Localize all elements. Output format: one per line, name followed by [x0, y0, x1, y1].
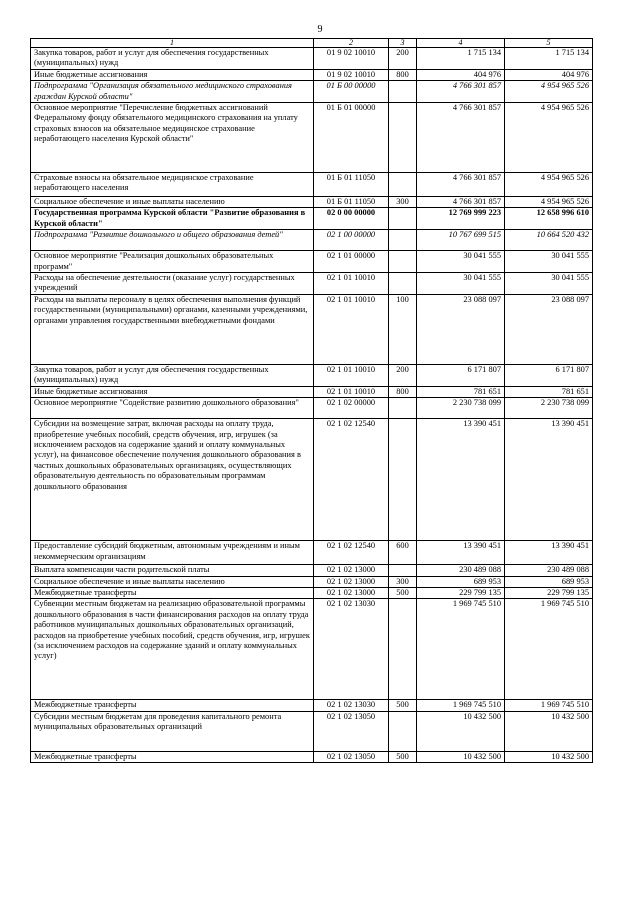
row-expense-type-cell [389, 273, 417, 295]
row-amount-year1-cell: 1 969 745 510 [417, 599, 505, 700]
row-code-cell: 02 1 02 13030 [314, 599, 389, 700]
row-expense-type-cell [389, 251, 417, 273]
row-amount-year2-cell: 12 658 996 610 [505, 208, 593, 230]
row-code-cell: 02 1 01 10010 [314, 386, 389, 397]
table-row [31, 587, 593, 598]
row-amount-year2-cell: 30 041 555 [505, 251, 593, 273]
row-amount-year2-cell: 4 954 965 526 [505, 81, 593, 103]
table-row [31, 541, 593, 565]
row-amount-year2-cell: 689 953 [505, 576, 593, 587]
row-amount-year1-cell: 1 715 134 [417, 48, 505, 70]
row-amount-year2-cell: 230 489 088 [505, 565, 593, 576]
table-row [31, 81, 593, 103]
row-amount-year2-cell: 30 041 555 [505, 273, 593, 295]
table-row [31, 576, 593, 587]
table-row [31, 565, 593, 576]
row-name-cell: Подпрограмма "Развитие дошкольного и общего образования детей" [31, 230, 314, 251]
row-code-cell: 02 1 02 13000 [314, 565, 389, 576]
row-amount-year2-cell: 2 230 738 099 [505, 398, 593, 419]
row-name-cell: Закупка товаров, работ и услуг для обеспечения государственных (муниципальных) нужд [31, 48, 314, 70]
row-code-cell: 02 1 02 13050 [314, 711, 389, 751]
row-code-cell: 01 Б 01 11050 [314, 197, 389, 208]
row-code-cell: 01 9 02 10010 [314, 48, 389, 70]
row-code-cell: 02 1 01 10010 [314, 364, 389, 386]
table-row [31, 251, 593, 273]
table-row [31, 599, 593, 700]
row-amount-year1-cell: 13 390 451 [417, 541, 505, 565]
row-code-cell: 02 1 02 13030 [314, 700, 389, 711]
table-row [31, 208, 593, 230]
row-name-cell: Социальное обеспечение и иные выплаты населению [31, 197, 314, 208]
row-name-cell: Межбюджетные трансферты [31, 751, 314, 762]
table-row [31, 173, 593, 197]
row-code-cell: 02 1 02 13050 [314, 751, 389, 762]
row-amount-year1-cell: 4 766 301 857 [417, 81, 505, 103]
row-amount-year2-cell: 404 976 [505, 69, 593, 80]
row-expense-type-cell [389, 565, 417, 576]
table-row [31, 69, 593, 80]
row-name-cell: Расходы на выплаты персоналу в целях обеспечения выполнения функций государственными (муниципальными) органами, казенными учреждениями, органами управления государственными внебюджетными фондами [31, 294, 314, 364]
table-row [31, 273, 593, 295]
row-amount-year1-cell: 23 088 097 [417, 294, 505, 364]
row-code-cell: 01 Б 01 11050 [314, 173, 389, 197]
row-amount-year1-cell: 229 799 135 [417, 587, 505, 598]
row-amount-year1-cell: 30 041 555 [417, 273, 505, 295]
row-amount-year2-cell: 6 171 807 [505, 364, 593, 386]
row-expense-type-cell: 300 [389, 576, 417, 587]
row-name-cell: Межбюджетные трансферты [31, 587, 314, 598]
row-code-cell: 02 1 02 12540 [314, 419, 389, 541]
row-amount-year1-cell: 1 969 745 510 [417, 700, 505, 711]
row-expense-type-cell: 200 [389, 364, 417, 386]
row-name-cell: Государственная программа Курской области "Развитие образования в Курской области" [31, 208, 314, 230]
row-amount-year2-cell: 10 432 500 [505, 751, 593, 762]
row-expense-type-cell: 500 [389, 587, 417, 598]
table-row [31, 294, 593, 364]
row-name-cell: Основное мероприятие "Содействие развитию дошкольного образования" [31, 398, 314, 419]
table-row [31, 711, 593, 751]
row-name-cell: Выплата компенсации части родительской платы [31, 565, 314, 576]
row-expense-type-cell [389, 173, 417, 197]
table-row [31, 386, 593, 397]
row-amount-year2-cell: 781 651 [505, 386, 593, 397]
row-expense-type-cell [389, 230, 417, 251]
row-amount-year2-cell: 4 954 965 526 [505, 173, 593, 197]
row-amount-year1-cell: 12 769 999 223 [417, 208, 505, 230]
row-name-cell: Субвенции местным бюджетам на реализацию образовательной программы дошкольного образования в части финансирования расходов на оплату труда работников муниципальных дошкольных образовательных организаций, расходов на приобретение учебных пособий, средств обучения, игр, игрушек (за исключением расходов на содержание зданий и оплату коммунальных услуг) [31, 599, 314, 700]
row-name-cell: Страховые взносы на обязательное медицинское страхование неработающего населения [31, 173, 314, 197]
row-name-cell: Основное мероприятие "Реализация дошкольных образовательных программ" [31, 251, 314, 273]
column-number: 4 [417, 39, 505, 48]
row-name-cell: Расходы на обеспечение деятельности (оказание услуг) государственных учреждений [31, 273, 314, 295]
row-amount-year2-cell: 1 969 745 510 [505, 599, 593, 700]
table-row [31, 419, 593, 541]
row-expense-type-cell [389, 103, 417, 173]
table-row [31, 197, 593, 208]
table-row [31, 364, 593, 386]
row-amount-year1-cell: 404 976 [417, 69, 505, 80]
row-name-cell: Предоставление субсидий бюджетным, автономным учреждениям и иным некоммерческим организациям [31, 541, 314, 565]
row-code-cell: 02 1 02 13000 [314, 587, 389, 598]
row-amount-year2-cell: 13 390 451 [505, 541, 593, 565]
row-code-cell: 02 0 00 00000 [314, 208, 389, 230]
row-code-cell: 02 1 01 00000 [314, 251, 389, 273]
column-number: 5 [505, 39, 593, 48]
table-row [31, 230, 593, 251]
row-amount-year2-cell: 4 954 965 526 [505, 103, 593, 173]
row-amount-year2-cell: 10 432 500 [505, 711, 593, 751]
budget-table [30, 38, 593, 763]
row-amount-year1-cell: 781 651 [417, 386, 505, 397]
row-expense-type-cell: 200 [389, 48, 417, 70]
row-expense-type-cell: 800 [389, 69, 417, 80]
table-row [31, 103, 593, 173]
row-amount-year1-cell: 4 766 301 857 [417, 197, 505, 208]
row-code-cell: 02 1 02 00000 [314, 398, 389, 419]
row-code-cell: 02 1 01 10010 [314, 294, 389, 364]
row-amount-year2-cell: 10 664 520 432 [505, 230, 593, 251]
row-amount-year2-cell: 229 799 135 [505, 587, 593, 598]
row-code-cell: 01 Б 01 00000 [314, 103, 389, 173]
row-amount-year1-cell: 13 390 451 [417, 419, 505, 541]
table-row [31, 751, 593, 762]
row-amount-year1-cell: 6 171 807 [417, 364, 505, 386]
row-expense-type-cell: 300 [389, 197, 417, 208]
column-number: 1 [31, 39, 314, 48]
row-amount-year1-cell: 10 767 699 515 [417, 230, 505, 251]
row-amount-year1-cell: 2 230 738 099 [417, 398, 505, 419]
row-name-cell: Межбюджетные трансферты [31, 700, 314, 711]
row-code-cell: 02 1 00 00000 [314, 230, 389, 251]
row-amount-year1-cell: 10 432 500 [417, 711, 505, 751]
column-number: 2 [314, 39, 389, 48]
row-code-cell: 02 1 02 13000 [314, 576, 389, 587]
row-expense-type-cell [389, 419, 417, 541]
row-expense-type-cell: 600 [389, 541, 417, 565]
row-expense-type-cell: 800 [389, 386, 417, 397]
row-expense-type-cell: 100 [389, 294, 417, 364]
row-code-cell: 01 Б 00 00000 [314, 81, 389, 103]
row-amount-year1-cell: 30 041 555 [417, 251, 505, 273]
row-amount-year1-cell: 4 766 301 857 [417, 103, 505, 173]
row-name-cell: Иные бюджетные ассигнования [31, 69, 314, 80]
row-expense-type-cell [389, 711, 417, 751]
row-amount-year2-cell: 1 715 134 [505, 48, 593, 70]
row-expense-type-cell: 500 [389, 700, 417, 711]
row-expense-type-cell [389, 81, 417, 103]
row-name-cell: Иные бюджетные ассигнования [31, 386, 314, 397]
column-number: 3 [389, 39, 417, 48]
row-name-cell: Субсидии местным бюджетам для проведения капитального ремонта муниципальных образовательных организаций [31, 711, 314, 751]
row-code-cell: 02 1 02 12540 [314, 541, 389, 565]
row-code-cell: 02 1 01 10010 [314, 273, 389, 295]
table-row [31, 700, 593, 711]
column-number-row [31, 39, 593, 48]
row-amount-year1-cell: 10 432 500 [417, 751, 505, 762]
row-amount-year2-cell: 13 390 451 [505, 419, 593, 541]
row-name-cell: Основное мероприятие "Перечисление бюджетных ассигнований Федеральному фонду обязательного медицинского страхования на уплату страховых взносов на обязательное медицинское страхование неработающего населения Курской области" [31, 103, 314, 173]
row-amount-year2-cell: 4 954 965 526 [505, 197, 593, 208]
table-row [31, 48, 593, 70]
row-expense-type-cell: 500 [389, 751, 417, 762]
row-name-cell: Социальное обеспечение и иные выплаты населению [31, 576, 314, 587]
row-amount-year1-cell: 230 489 088 [417, 565, 505, 576]
row-name-cell: Закупка товаров, работ и услуг для обеспечения государственных (муниципальных) нужд [31, 364, 314, 386]
row-code-cell: 01 9 02 10010 [314, 69, 389, 80]
row-name-cell: Субсидии на возмещение затрат, включая расходы на оплату труда, приобретение учебных пособий, средств обучения, игр, игрушек (за исключением расходов на содержание зданий и оплату коммунальных услуг), на финансовое обеспечение получения дошкольного образования в частных дошкольных образовательных организациях, осуществляющих образовательную деятельность по образовательным программам дошкольного образования [31, 419, 314, 541]
row-amount-year2-cell: 1 969 745 510 [505, 700, 593, 711]
row-expense-type-cell [389, 398, 417, 419]
row-expense-type-cell [389, 208, 417, 230]
page-number: 9 [317, 24, 323, 35]
row-expense-type-cell [389, 599, 417, 700]
row-amount-year2-cell: 23 088 097 [505, 294, 593, 364]
row-amount-year1-cell: 689 953 [417, 576, 505, 587]
row-amount-year1-cell: 4 766 301 857 [417, 173, 505, 197]
table-row [31, 398, 593, 419]
row-name-cell: Подпрограмма "Организация обязательного медицинского страхования граждан Курской области" [31, 81, 314, 103]
